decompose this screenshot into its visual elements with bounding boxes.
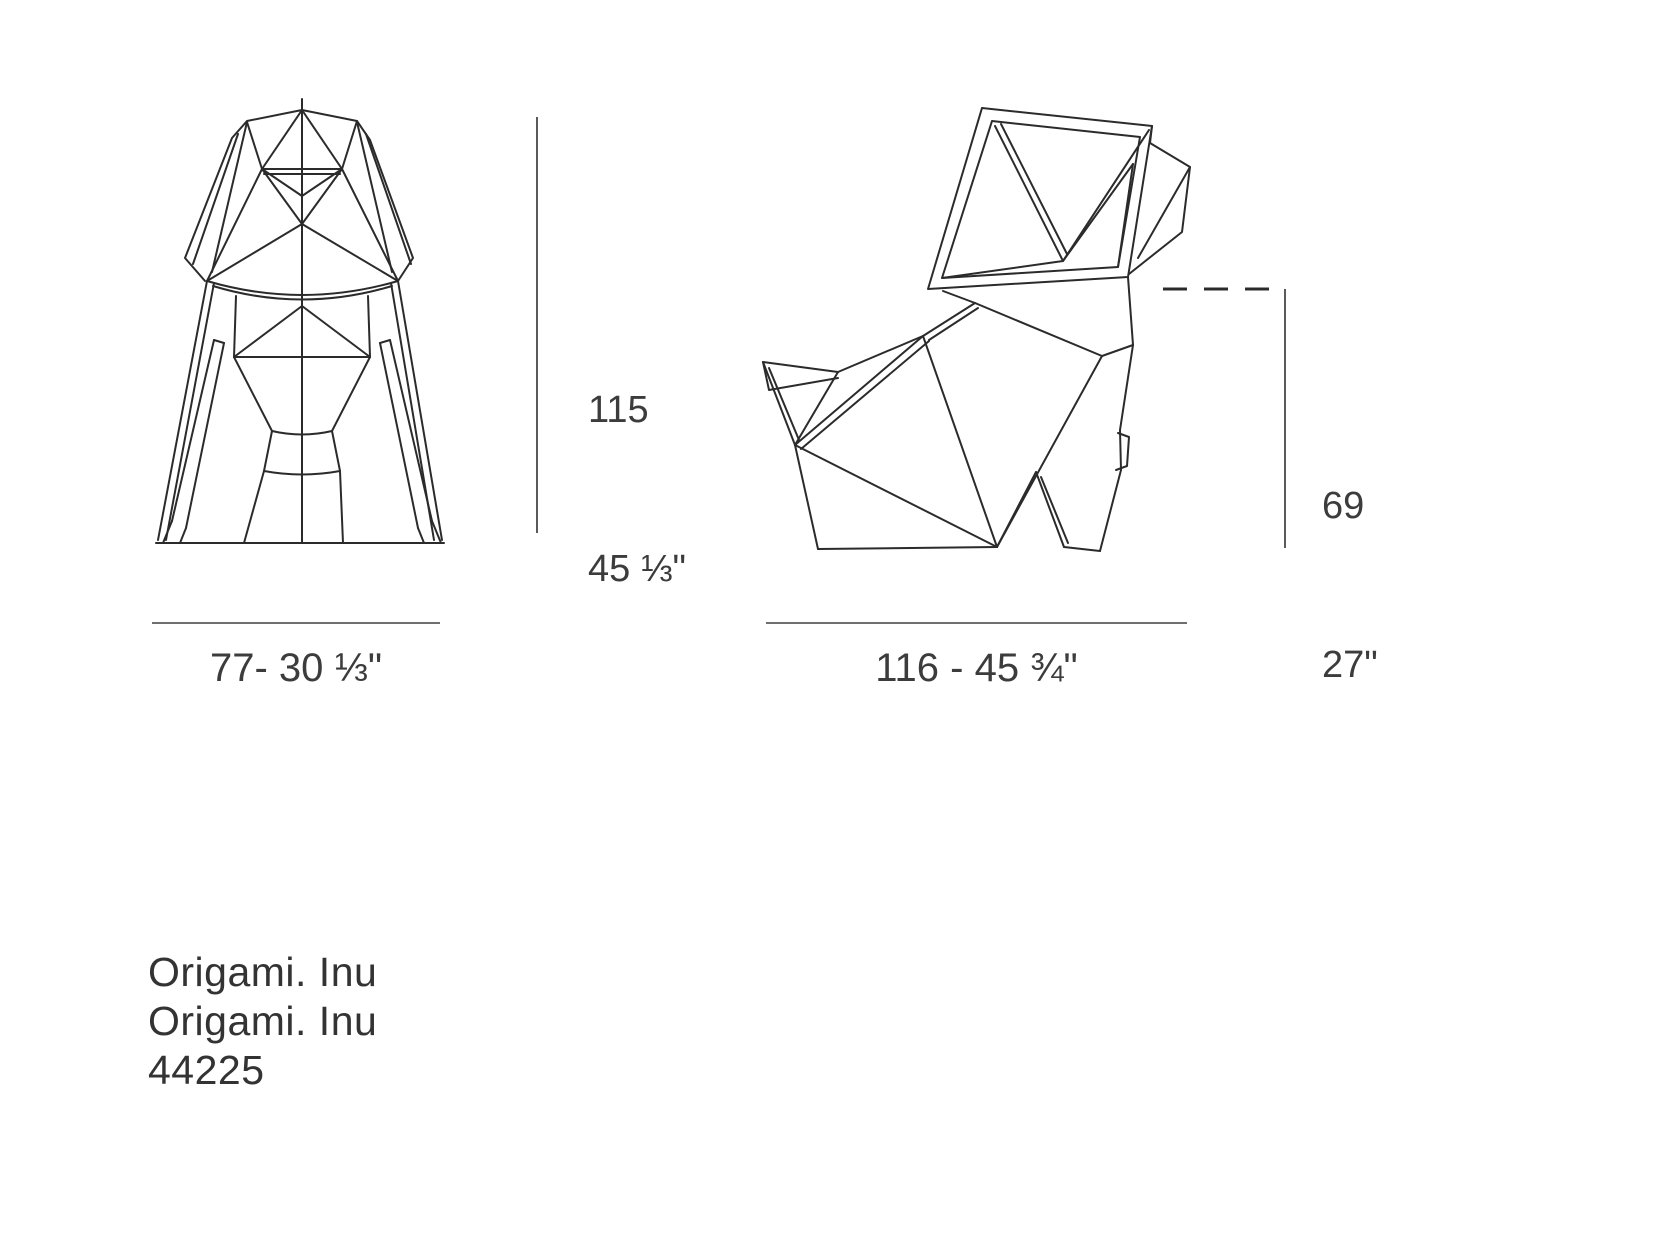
front-height-in: 45 ⅓" [588, 548, 687, 590]
product-name-line1: Origami. Inu [148, 949, 378, 995]
side-height-label [1322, 374, 1378, 798]
front-height-label [588, 278, 686, 702]
front-width-label: 77- 30 ⅓" [209, 646, 383, 690]
product-code: 44225 [148, 1047, 265, 1093]
front-view-drawing [156, 99, 444, 543]
side-view-drawing [763, 108, 1190, 551]
side-height-in: 27" [1322, 644, 1378, 686]
product-name-line2: Origami. Inu [148, 998, 378, 1044]
side-height-cm: 69 [1322, 485, 1365, 527]
front-height-cm: 115 [588, 389, 649, 431]
side-height-dimension-line [1163, 289, 1285, 548]
side-width-label: 116 - 45 ¾" [875, 646, 1078, 690]
product-info [148, 948, 377, 1095]
